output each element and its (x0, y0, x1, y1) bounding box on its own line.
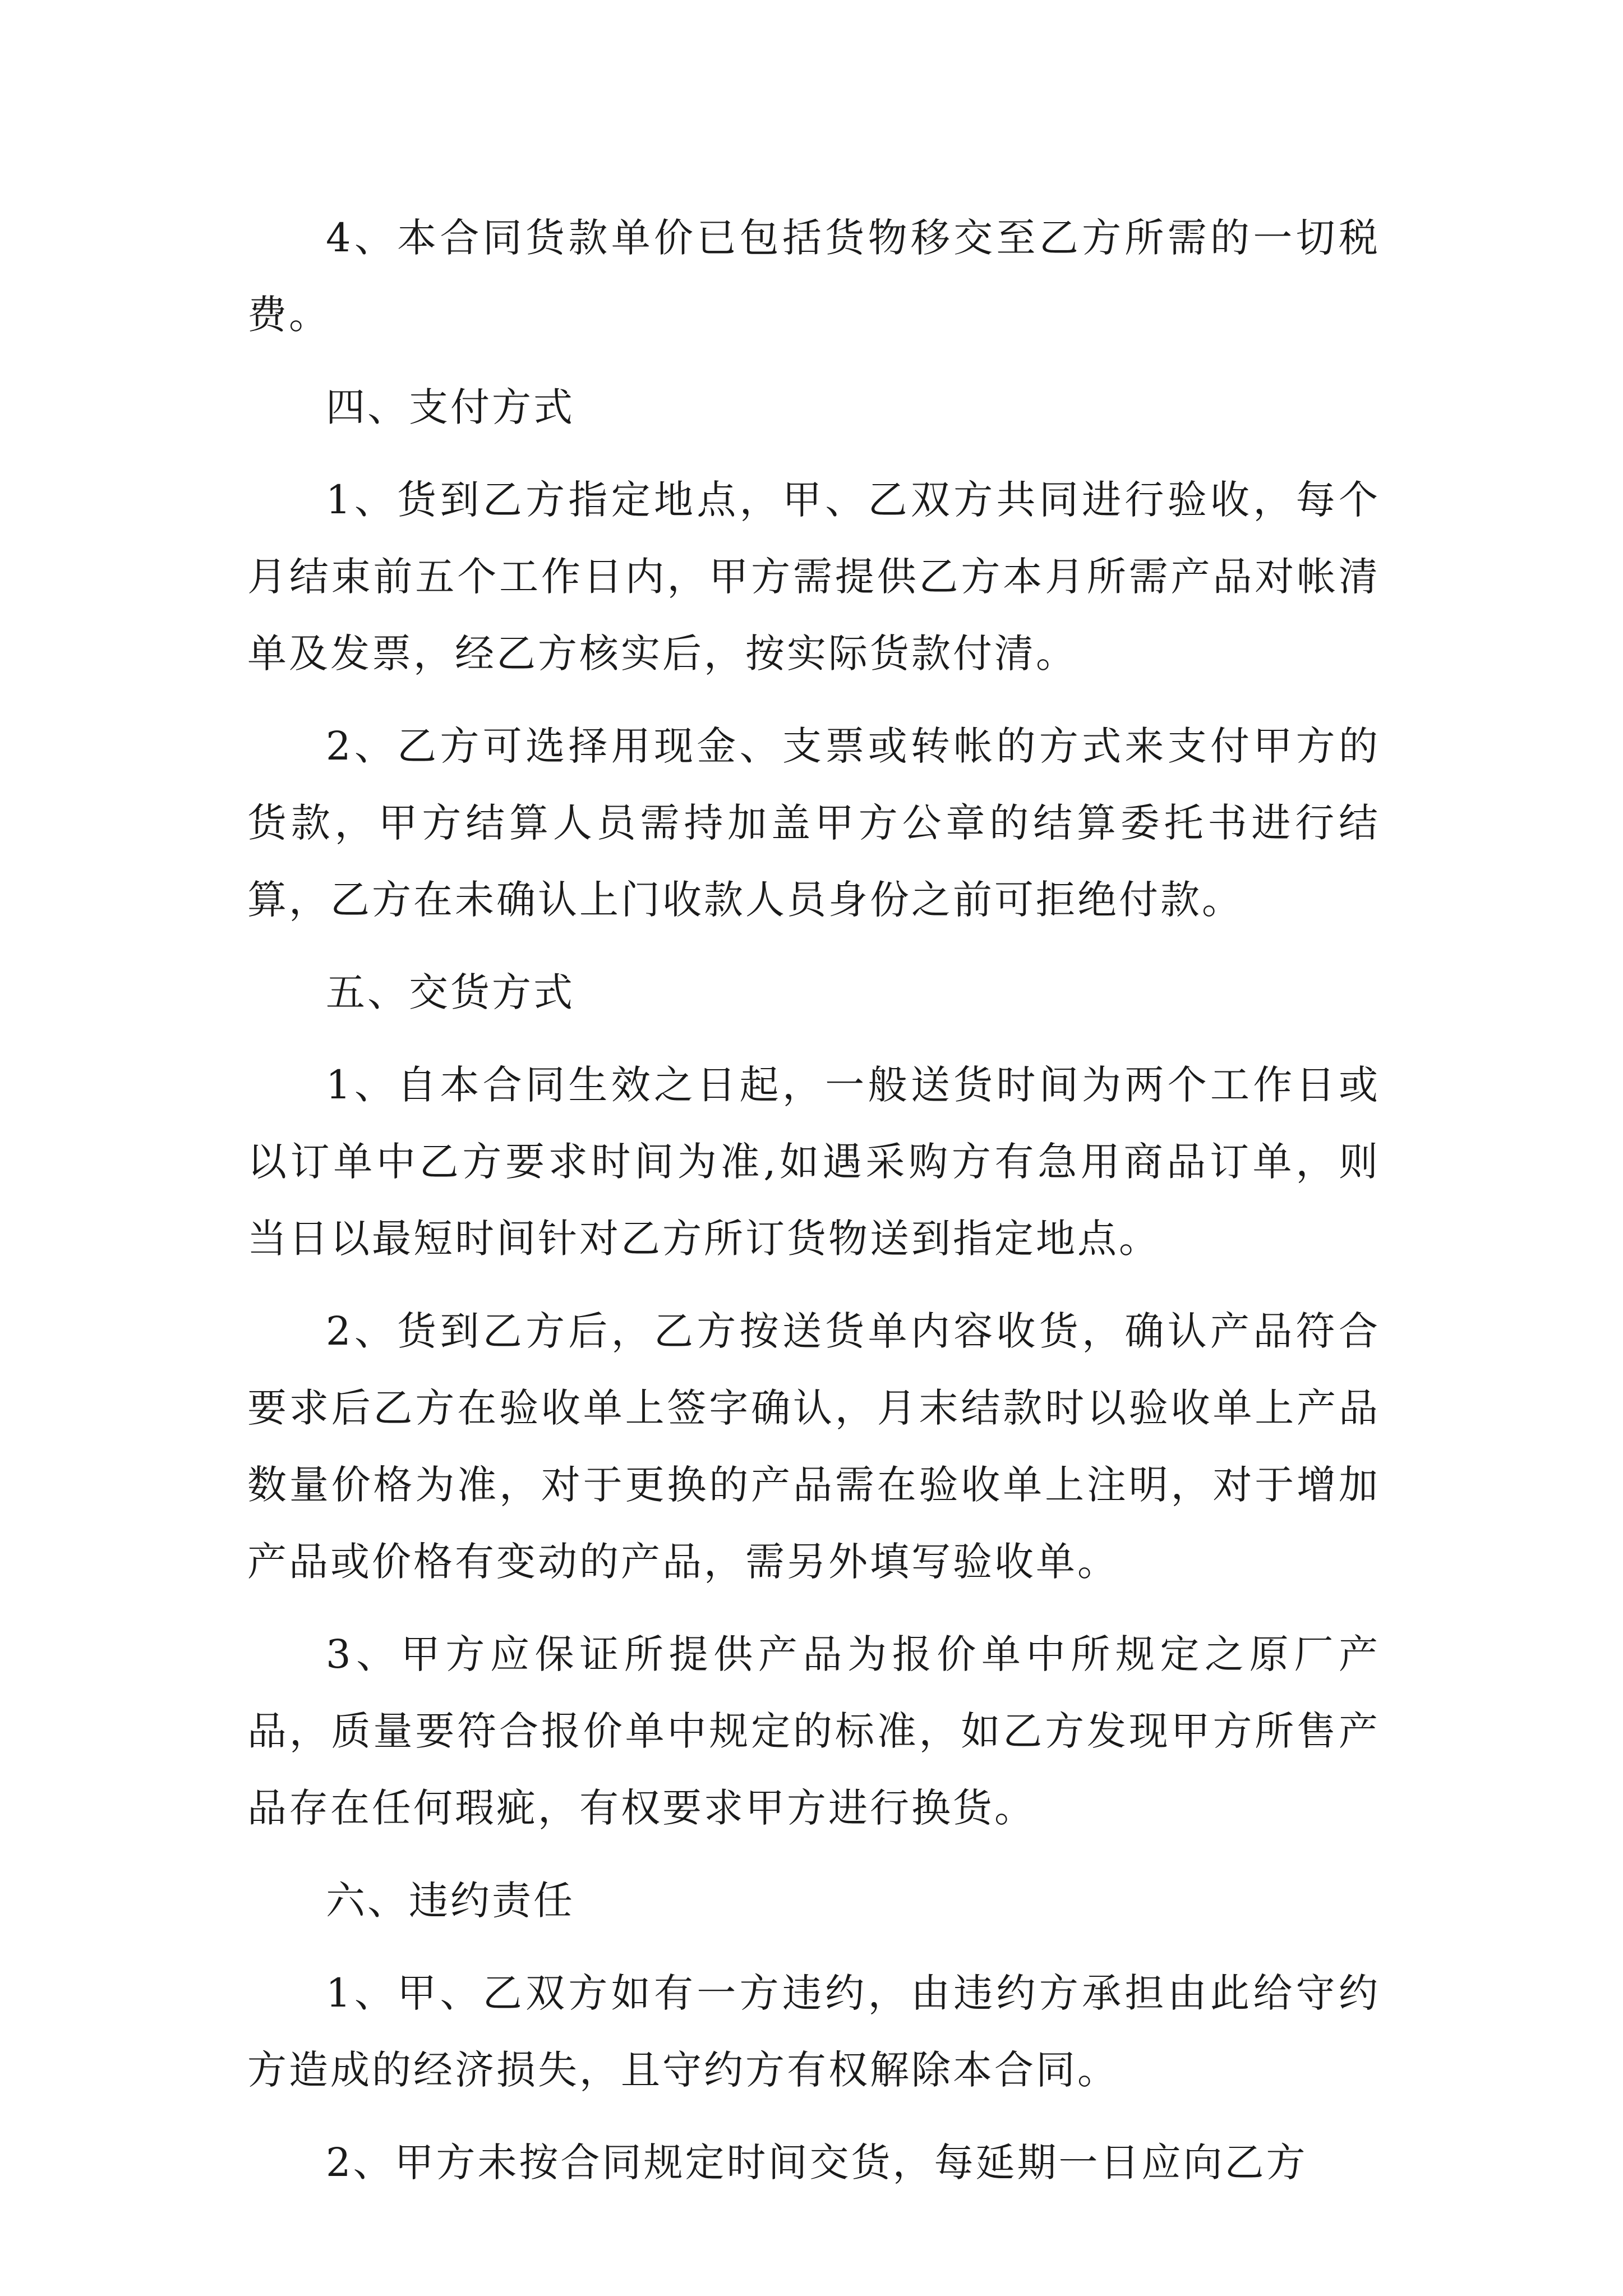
clause-4-2-payment-method: 2、乙方可选择用现金、支票或转帐的方式来支付甲方的货款，甲方结算人员需持加盖甲方公章的结算委托书进行结算，乙方在未确认上门收款人员身份之前可拒绝付款。 (247, 723, 1380, 923)
section-heading-liability: 六、违约责任 (326, 1878, 575, 1924)
clause-5-3-quality: 3、甲方应保证所提供产品为报价单中所规定之原厂产品，质量要符合报价单中规定的标准，如乙方发现甲方所售产品存在任何瑕疵，有权要求甲方进行换货。 (247, 1631, 1380, 1831)
section-heading-payment: 四、支付方式 (326, 384, 575, 430)
document-body (247, 200, 1380, 2217)
section-heading-delivery: 五、交货方式 (326, 969, 575, 1015)
clause-5-2-receipt: 2、货到乙方后，乙方按送货单内容收货，确认产品符合要求后乙方在验收单上签字确认，月末结款时以验收单上产品数量价格为准，对于更换的产品需在验收单上注明，对于增加产品或价格有变动的产品，需另外填写验收单。 (247, 1308, 1380, 1585)
clause-5-1-delivery-time: 1、自本合同生效之日起，一般送货时间为两个工作日或以订单中乙方要求时间为准,如遇采购方有急用商品订单，则当日以最短时间针对乙方所订货物送到指定地点。 (247, 1062, 1380, 1262)
clause-6-1-breach: 1、甲、乙双方如有一方违约，由违约方承担由此给守约方造成的经济损失，且守约方有权解除本合同。 (247, 1970, 1380, 2093)
clause-3-4-tax: 4、本合同货款单价已包括货物移交至乙方所需的一切税费。 (247, 215, 1380, 338)
clause-4-1-acceptance: 1、货到乙方指定地点，甲、乙双方共同进行验收，每个月结束前五个工作日内，甲方需提供乙方本月所需产品对帐清单及发票，经乙方核实后，按实际货款付清。 (247, 477, 1380, 677)
clause-6-2-late-delivery: 2、甲方未按合同规定时间交货，每延期一日应向乙方 (326, 2139, 1308, 2185)
